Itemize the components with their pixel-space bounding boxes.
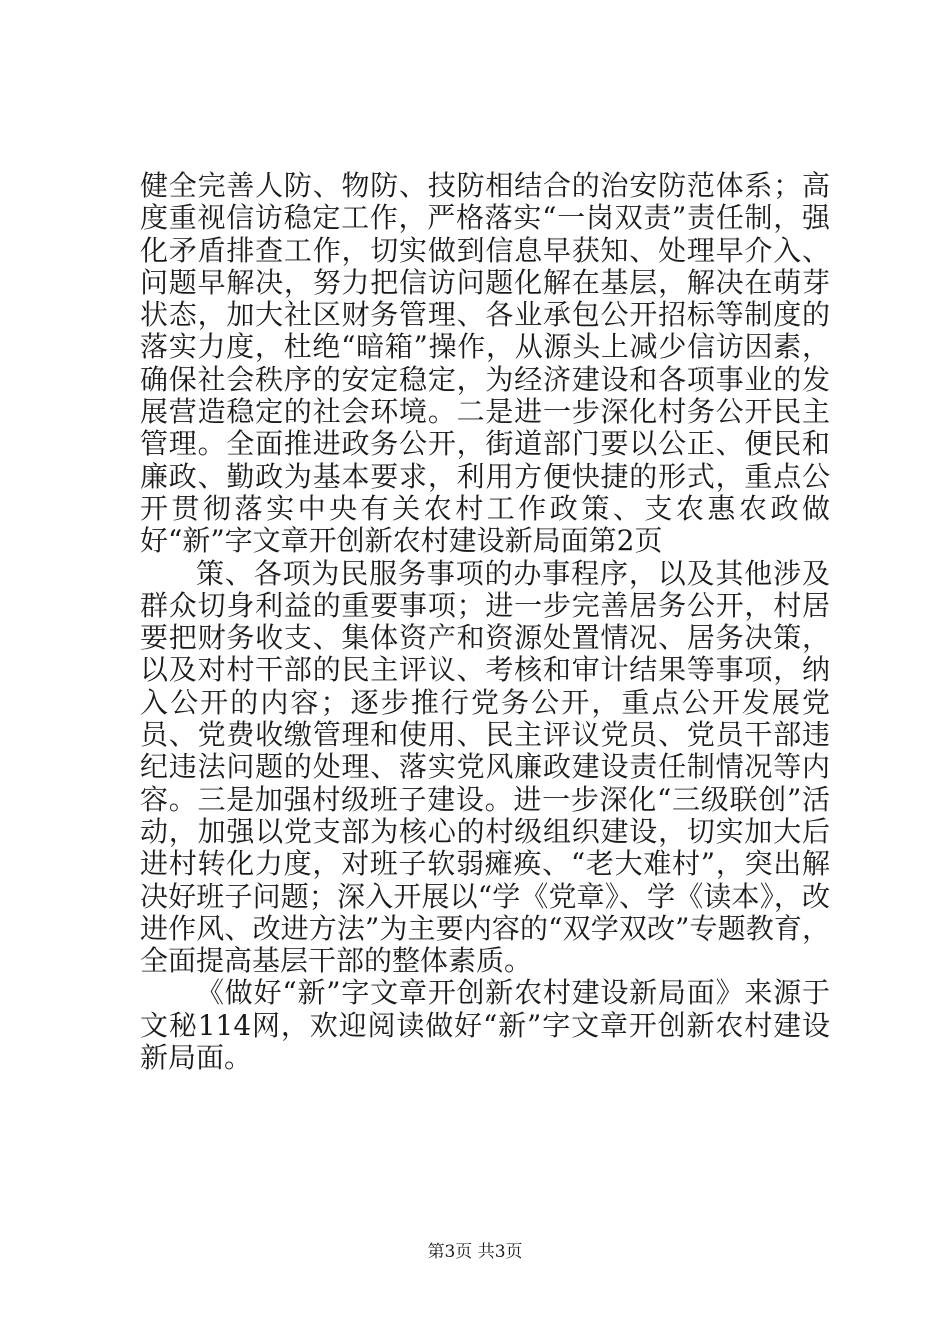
page-footer: 第3页 共3页	[427, 1242, 523, 1262]
paragraph-continued: 健全完善人防、物防、技防相结合的治安防范体系；高度重视信访稳定工作，严格落实“一岗双责”责任制，强化矛盾排查工作，切实做到信息早获知、处理早介入、问题早解决，努力把信访问题化解在基层，解决在萌芽状态，加大社区财务管理、各业承包公开招标等制度的落实力度，杜绝“暗箱”操作，从源头上减少信访因素，确保社会秩序的安定稳定，为经济建设和各项事业的发展营造稳定的社会环境。二是进一步深化村务公开民主管理。全面推进政务公开，街道部门要以公正、便民和廉政、勤政为基本要求，利用方便快捷的形式，重点公开贯彻落实中央有关农村工作政策、支农惠农政做好“新”字文章开创新农村建设新局面第2页	[140, 169, 830, 558]
paragraph-second: 策、各项为民服务事项的办事程序，以及其他涉及群众切身利益的重要事项；进一步完善居务公开，村居要把财务收支、集体资产和资源处置情况、居务决策，以及对村干部的民主评议、考核和审计结果等事项，纳入公开的内容；逐步推行党务公开，重点公开发展党员、党费收缴管理和使用、民主评议党员、党员干部违纪违法问题的处理、落实党风廉政建设责任制情况等内容。三是加强村级班子建设。进一步深化“三级联创”活动，加强以党支部为核心的村级组织建设，切实加大后进村转化力度，对班子软弱瘫痪、“老大难村”，突出解决好班子问题；深入开展以“学《党章》、学《读本》，改进作风、改进方法”为主要内容的“双学双改”专题教育，全面提高基层干部的整体素质。	[140, 556, 830, 978]
document-body	[140, 170, 830, 1074]
paragraph-source-note: 《做好“新”字文章开创新农村建设新局面》来源于文秘114网，欢迎阅读做好“新”字文章开创新农村建设新局面。	[140, 976, 830, 1075]
